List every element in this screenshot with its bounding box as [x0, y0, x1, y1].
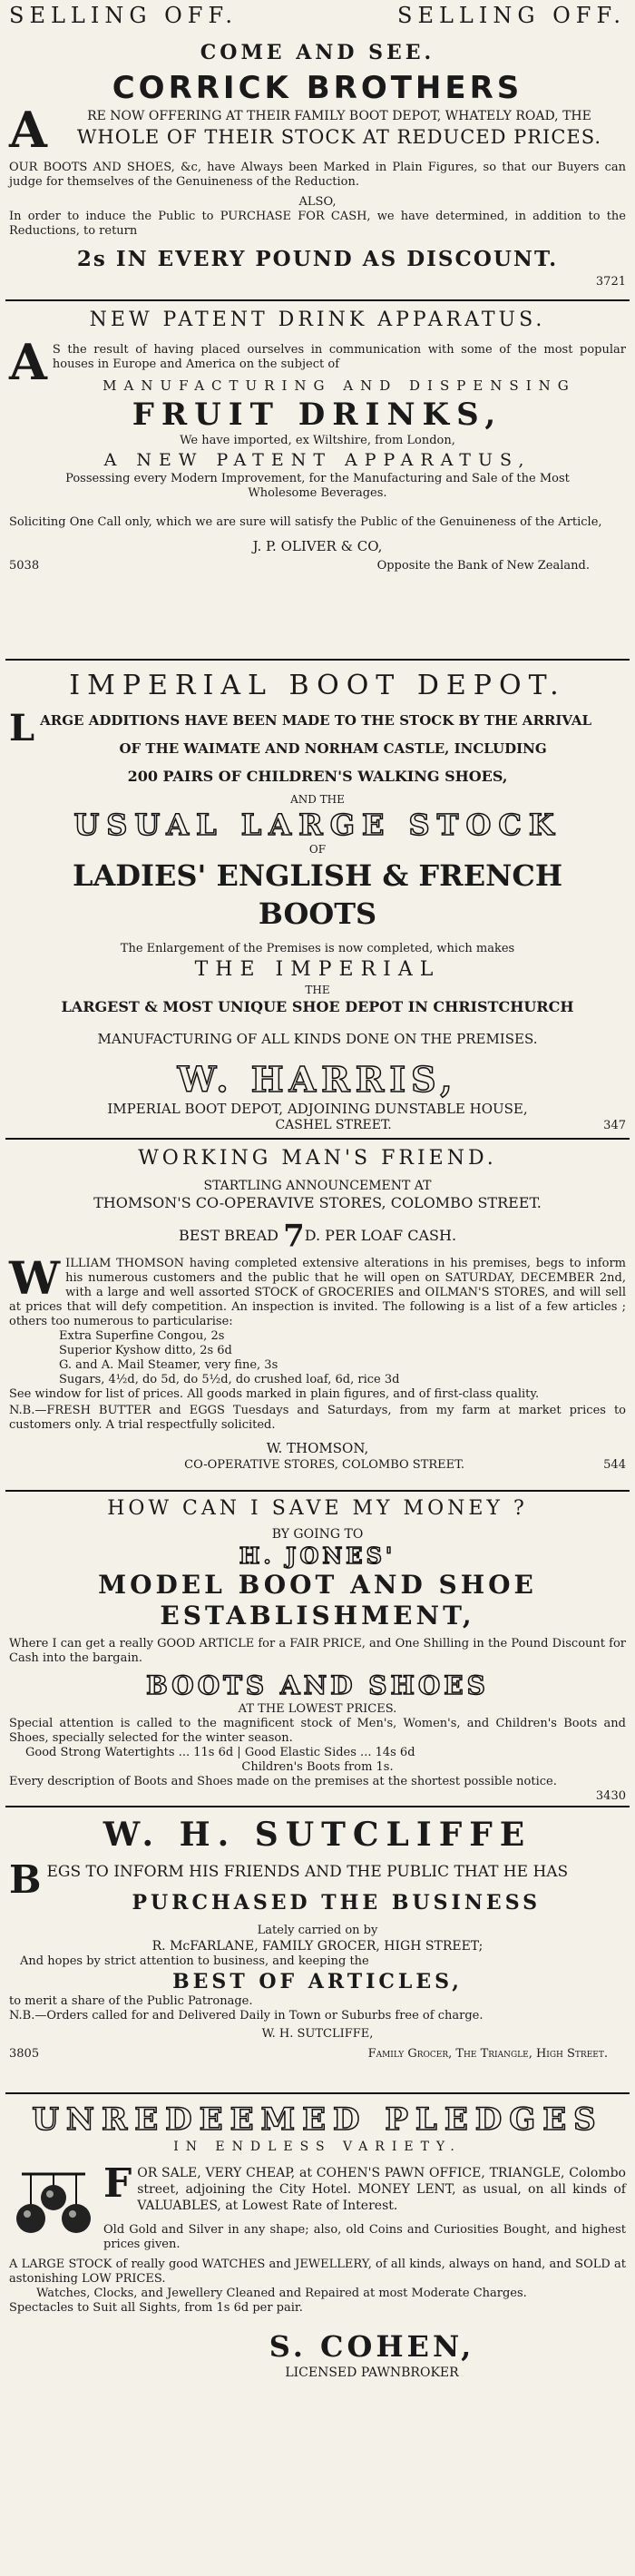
patent-apparatus-line: A NEW PATENT APPARATUS, — [103, 450, 532, 470]
model-boot-title: MODEL BOOT AND SHOE — [98, 1570, 537, 1600]
dropcap: A — [9, 333, 47, 391]
mcfarlane-line: R. McFARLANE, FAMILY GROCER, HIGH STREET; — [151, 1939, 484, 1954]
cleaning-text: Watches, Clocks, and Jewellery Cleaned and Repaired at most Moderate Charges. — [36, 2287, 527, 2300]
reduced-prices-line: WHOLE OF THEIR STOCK AT REDUCED PRICES. — [76, 126, 602, 148]
plain-figures-text: OUR BOOTS AND SHOES, &c, have Always been Marked in Plain Figures, so that our Buyers can judge for themselves of the Genuineness of the Reduction. — [9, 161, 626, 189]
w-harris-signature: W. HARRIS, — [177, 1059, 458, 1100]
sutcliffe-signature: W. H. SUTCLIFFE, — [261, 2027, 374, 2041]
butter-eggs-note: N.B.—FRESH BUTTER and EGGS Tuesdays and Saturdays, from my farm at market prices to customers only. A trial respectfully solicited. — [9, 1403, 626, 1432]
list-item: Extra Superfine Congou, 2s — [59, 1328, 225, 1343]
lately-carried-line: Lately carried on by — [257, 1924, 378, 1937]
oliver-address: Opposite the Bank of New Zealand. — [376, 559, 590, 573]
ad-number: 3721 — [595, 275, 626, 289]
manufacturing-premises-line: MANUFACTURING OF ALL KINDS DONE ON THE PREMISES. — [97, 1031, 538, 1047]
list-item: G. and A. Mail Steamer, very fine, 3s — [59, 1357, 278, 1372]
oliver-signature: J. P. OLIVER & CO, — [252, 538, 383, 554]
save-money-title: HOW CAN I SAVE MY MONEY ? — [107, 1497, 528, 1520]
fair-price-text: Where I can get a really GOOD ARTICLE for a FAIR PRICE, and One Shilling in the Pound Discount for Cash into the bargain. — [9, 1637, 626, 1665]
purchase-for-cash-text: In order to induce the Public to PURCHASE FOR CASH, we have determined, in addition to the Reductions, to return — [9, 210, 626, 238]
corrick-brothers-title: CORRICK BROTHERS — [112, 70, 523, 106]
largest-depot-line: LARGEST & MOST UNIQUE SHOE DEPOT IN CHRISTCHURCH — [61, 998, 574, 1015]
boots-and-shoes-title: BOOTS AND SHOES — [146, 1670, 489, 1700]
bread-price-unit: D. PER LOAF CASH. — [304, 1227, 457, 1244]
dropcap: L — [9, 707, 35, 749]
dropcap: F — [103, 2160, 132, 2207]
selling-off-left: SELLING OFF. — [9, 3, 238, 28]
communication-text: S the result of having placed ourselves in communication with some of the most popular houses in Europe and America on the subject of — [52, 343, 626, 371]
ad-number: 3430 — [595, 1789, 626, 1803]
ad-sutcliffe — [0, 1807, 635, 2092]
additions-line: ARGE ADDITIONS HAVE BEEN MADE TO THE STOCK BY THE ARRIVAL — [40, 712, 592, 729]
offering-line: RE NOW OFFERING AT THEIR FAMILY BOOT DEPOT, WHATELY ROAD, THE — [87, 109, 591, 123]
orders-note: N.B.—Orders called for and Delivered Daily in Town or Suburbs free of charge. — [9, 2009, 484, 2023]
thomson-signature: W. THOMSON, — [266, 1439, 369, 1456]
watertights-prices: Good Strong Watertights ... 11s 6d | Good Elastic Sides ... 14s 6d — [25, 1746, 415, 1759]
ladies-boots-title: LADIES' ENGLISH & FRENCH BOOTS — [72, 858, 563, 931]
licensed-pawnbroker-line: LICENSED PAWNBROKER — [285, 2365, 459, 2380]
working-mans-friend-title: WORKING MAN'S FRIEND. — [138, 1147, 497, 1170]
every-description-text: Every description of Boots and Shoes made on the premises at the shortest possible notice. — [9, 1775, 557, 1788]
sutcliffe-address: Family Grocer, The Triangle, High Street. — [367, 2047, 608, 2061]
fruit-drinks-title: FRUIT DRINKS, — [132, 397, 503, 433]
selling-off-right: SELLING OFF. — [397, 3, 626, 28]
best-bread-label: BEST BREAD — [178, 1227, 278, 1244]
drink-apparatus-title: NEW PATENT DRINK APPARATUS. — [89, 309, 546, 331]
h-jones-name: H. JONES' — [239, 1543, 396, 1569]
possessing-text: Possessing every Modern Improvement, for the Manufacturing and Sale of the Most Wholesome Beverages. — [65, 472, 570, 500]
best-articles-title: BEST OF ARTICLES, — [172, 1970, 463, 1993]
for-sale-text: OR SALE, VERY CHEAP, at COHEN'S PAWN OFFICE, TRIANGLE, Colombo street, adjoining the City Hotel. MONEY LENT, as usual, on all kinds of VALUABLES, at Lowest Rate of Interest. — [137, 2166, 626, 2213]
sutcliffe-title: W. H. SUTCLIFFE — [103, 1816, 532, 1854]
list-item: Superior Kyshow ditto, 2s 6d — [59, 1343, 232, 1357]
s-cohen-signature: S. COHEN, — [269, 2329, 475, 2364]
ad-working-mans-friend — [0, 1140, 635, 1490]
list-item: Sugars, 4½d, do 5d, do 5½d, do crushed loaf, 6d, rice 3d — [59, 1372, 400, 1386]
ad-number: 544 — [603, 1457, 626, 1472]
come-and-see: COME AND SEE. — [200, 41, 435, 64]
by-going-to: BY GOING TO — [271, 1527, 364, 1542]
thomson-address: CO-OPERATIVE STORES, COLOMBO STREET. — [184, 1457, 465, 1472]
hopes-line: And hopes by strict attention to business, and keeping the — [20, 1954, 369, 1968]
dropcap: A — [9, 101, 47, 159]
usual-large-stock-title: USUAL LARGE STOCK — [73, 808, 562, 842]
cashel-street: CASHEL STREET. — [275, 1118, 392, 1132]
best-bread-line — [9, 1219, 626, 1253]
bread-price-number: 7 — [283, 1218, 305, 1255]
ad-imperial-boot-depot — [0, 661, 635, 1138]
childrens-shoes-line: 200 PAIRS OF CHILDREN'S WALKING SHOES, — [127, 768, 508, 785]
old-gold-text: Old Gold and Silver in any shape; also, old Coins and Curiosities Bought, and highest prices given. — [103, 2223, 626, 2251]
imperial-boot-depot-title: IMPERIAL BOOT DEPOT. — [69, 670, 566, 701]
dropcap: B — [9, 1857, 42, 1902]
special-attention-text: Special attention is called to the magnificent stock of Men's, Women's, and Children's Boots and Shoes, specially selected for the winter season. — [9, 1717, 626, 1745]
pawnbroker-balls-icon — [13, 2169, 94, 2250]
also-label: ALSO, — [298, 195, 337, 209]
see-window-text: See window for list of prices. All goods marked in plain figures, and of first-class quality. — [9, 1386, 540, 1401]
soliciting-text: Soliciting One Call only, which we are sure will satisfy the Public of the Genuineness of the Article, — [9, 515, 602, 529]
ad-number: 347 — [603, 1119, 626, 1132]
thomson-body: ILLIAM THOMSON having completed extensive alterations in his premises, begs to inform his numerous customers and the public that he will open on SATURDAY, DECEMBER 2nd, with a large and well assorted STOCK of GROCERIES and OILMAN'S STORES, and will sell at prices that will defy competition. An inspection is invited. The following is a list of a few articles ; others too numerous to particularise: — [9, 1256, 626, 1328]
enlargement-line: The Enlargement of the Premises is now completed, which makes — [120, 942, 515, 955]
the-label: THE — [305, 984, 330, 996]
waimate-line: OF THE WAIMATE AND NORHAM CASTLE, INCLUDING — [119, 740, 547, 757]
of-label: OF — [308, 843, 327, 856]
manufacturing-line: MANUFACTURING AND DISPENSING — [103, 377, 576, 394]
ad-corrick-brothers — [0, 0, 635, 299]
ad-drink-apparatus — [0, 301, 635, 659]
discount-line: 2s IN EVERY POUND AS DISCOUNT. — [76, 247, 559, 271]
establishment-title: ESTABLISHMENT, — [160, 1601, 475, 1631]
spectacles-text: Spectacles to Suit all Sights, from 1s 6d per pair. — [9, 2301, 303, 2315]
and-the-label: AND THE — [290, 793, 345, 806]
dropcap: W — [9, 1250, 61, 1305]
childrens-boots-line: Children's Boots from 1s. — [241, 1760, 394, 1774]
the-imperial-title: THE IMPERIAL — [194, 958, 441, 981]
imported-line: We have imported, ex Wiltshire, from London, — [180, 434, 455, 447]
startling-line: STARTLING ANNOUNCEMENT AT — [203, 1179, 432, 1193]
ad-cohen-pledges — [0, 2094, 635, 2566]
price-list — [9, 1329, 626, 1387]
selling-off-header — [9, 2, 626, 29]
harris-depot-address: IMPERIAL BOOT DEPOT, ADJOINING DUNSTABLE HOUSE, — [107, 1101, 528, 1117]
purchased-business-title: PURCHASED THE BUSINESS — [132, 1891, 541, 1915]
ad-h-jones — [0, 1492, 635, 1806]
lowest-prices-line: AT THE LOWEST PRICES. — [238, 1702, 397, 1716]
merit-line: to merit a share of the Public Patronage. — [9, 1994, 253, 2008]
begs-to-inform-line: EGS TO INFORM HIS FRIENDS AND THE PUBLIC THAT HE HAS — [46, 1863, 569, 1881]
thomson-stores-line: THOMSON'S CO-OPERAVIVE STORES, COLOMBO STREET. — [93, 1194, 542, 1211]
unredeemed-pledges-title: UNREDEEMED PLEDGES — [32, 2101, 603, 2138]
watches-stock-text: A LARGE STOCK of really good WATCHES and JEWELLERY, of all kinds, always on hand, and SOLD at astonishing LOW PRICES. — [9, 2258, 626, 2286]
endless-variety-line: IN ENDLESS VARIETY. — [173, 2140, 462, 2154]
ad-number: 3805 — [9, 2047, 40, 2061]
ad-number: 5038 — [9, 559, 40, 573]
